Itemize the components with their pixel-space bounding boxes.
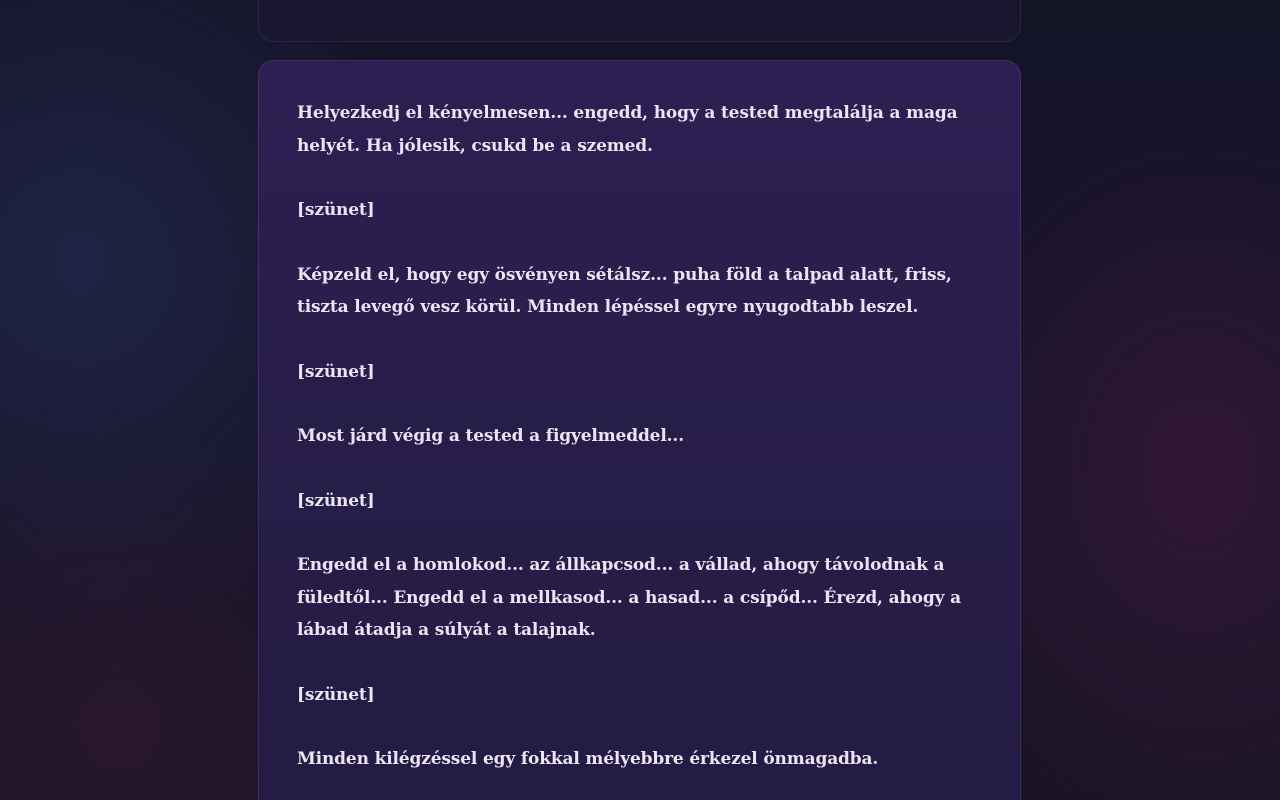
script-paragraph: Képzeld el, hogy egy ösvényen sétálsz... puha föld a talpad alatt, friss, tiszta levegő vesz körül. Minden lépéssel egyre nyugodtabb leszel. [297,264,958,317]
script-paragraph: Minden kilégzéssel egy fokkal mélyebbre érkezel önmagadba. [297,749,879,769]
previous-card [258,0,1021,42]
pause-marker: [szünet] [297,361,375,382]
script-paragraph: Helyezkedj el kényelmesen... engedd, hogy a tested megtalálja a maga helyét. Ha jólesik, csukd be a szemed. [297,103,964,156]
script-paragraph: Most járd végig a tested a figyelmeddel... [297,426,684,446]
pause-marker: [szünet] [297,684,375,705]
pause-marker: [szünet] [297,490,375,511]
script-paragraph: Engedd el a homlokod... az állkapcsod... a vállad, ahogy távolodnak a füledtől... Engedd el a mellkasod... a hasad... a csípőd... Érezd, ahogy a lábad átadja a súlyát a talajnak. [297,555,967,640]
meditation-script-card [258,60,1021,800]
pause-marker: [szünet] [297,200,375,220]
